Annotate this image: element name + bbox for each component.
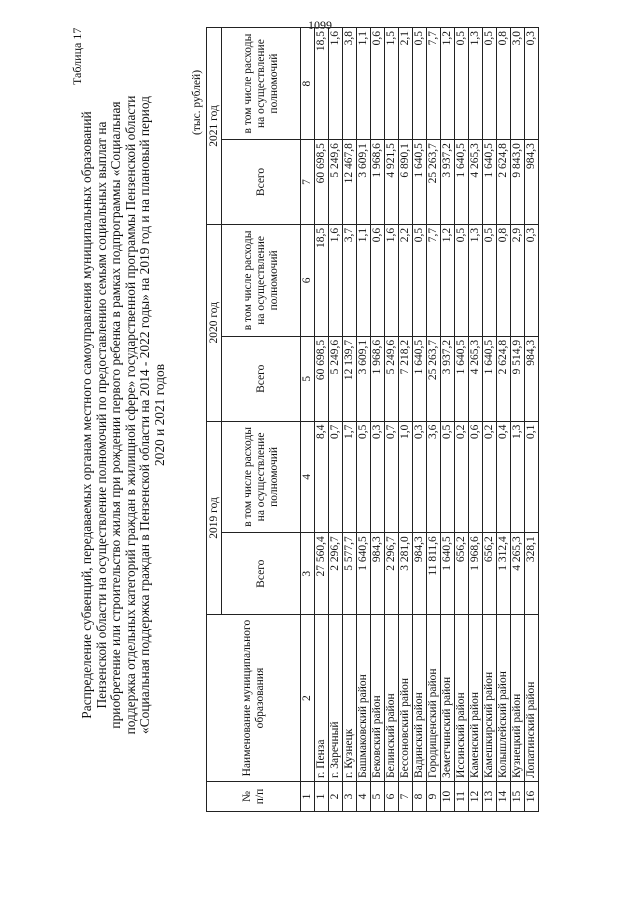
header-total: Всего [222,533,301,615]
value-cell: 1 640,5 [483,140,497,225]
value-cell: 984,3 [371,533,385,615]
value-cell: 4 265,3 [469,140,483,225]
municipality-name: г. Кузнецк [343,615,357,782]
municipality-name: Каменский район [469,615,483,782]
row-number: 4 [357,781,371,811]
table-row [483,28,497,812]
row-number: 6 [385,781,399,811]
value-cell: 8,4 [315,421,329,533]
municipality-name: г. Заречный [329,615,343,782]
table-row [525,28,539,812]
header-incl: в том числе расходы на осуществление полномочий [222,421,301,533]
municipality-name: Камешкирский район [483,615,497,782]
value-cell: 0,6 [371,28,385,140]
value-cell: 0,6 [469,421,483,533]
value-cell: 656,2 [455,533,469,615]
row-number: 2 [329,781,343,811]
municipality-name: Городищенский район [427,615,441,782]
header-year-2019: 2019 год [207,421,222,615]
value-cell: 60 698,5 [315,140,329,225]
value-cell: 0,5 [357,421,371,533]
title-line: поддержка отдельных категорий граждан в жилищной сфере» государственной программы Пензенской области [122,95,138,735]
value-cell: 1 640,5 [413,140,427,225]
col-number: 1 [301,781,315,811]
value-cell: 3 609,1 [357,336,371,421]
title-line: Пензенской области на осуществление полномочий по предоставлению семьям социальных выплат на [93,121,109,709]
value-cell: 2 624,8 [497,336,511,421]
value-cell: 984,3 [525,140,539,225]
value-cell: 11 811,6 [427,533,441,615]
value-cell: 1 640,5 [455,336,469,421]
title-line: приобретение или строительство жилья при рождении первого ребенка в рамках подпрограммы «Социальная [108,101,124,729]
row-number: 5 [371,781,385,811]
value-cell: 0,6 [371,224,385,336]
value-cell: 1,3 [469,28,483,140]
col-number: 7 [301,140,315,225]
value-cell: 3 281,0 [399,533,413,615]
value-cell: 1,1 [357,224,371,336]
col-number: 3 [301,533,315,615]
value-cell: 27 560,4 [315,533,329,615]
value-cell: 3 937,2 [441,336,455,421]
value-cell: 3,7 [343,224,357,336]
municipality-name: Кузнецкий район [511,615,525,782]
value-cell: 1,5 [385,28,399,140]
row-number: 8 [413,781,427,811]
value-cell: 5 249,6 [329,336,343,421]
value-cell: 2 624,8 [497,140,511,225]
value-cell: 4 921,5 [385,140,399,225]
header-year-2020: 2020 год [207,224,222,421]
value-cell: 12 467,8 [343,140,357,225]
value-cell: 1,6 [385,224,399,336]
value-cell: 1 640,5 [441,533,455,615]
value-cell: 0,3 [525,28,539,140]
value-cell: 0,4 [497,421,511,533]
municipality-name: Лопатинский район [525,615,539,782]
value-cell: 9 843,0 [511,140,525,225]
value-cell: 0,5 [455,28,469,140]
row-number: 15 [511,781,525,811]
value-cell: 2,9 [511,224,525,336]
value-cell: 3,0 [511,28,525,140]
table-row [385,28,399,812]
municipality-name: Бессоновский район [399,615,413,782]
value-cell: 25 263,7 [427,336,441,421]
value-cell: 3,8 [343,28,357,140]
title-line: «Социальная поддержка граждан в Пензенской области на 2014 - 2022 годы» на 2019 год и на плановый период [137,96,153,734]
header-num: № п/п [207,781,301,811]
table-title [80,45,168,785]
value-cell: 0,5 [441,421,455,533]
value-cell: 9 514,9 [511,336,525,421]
value-cell: 2,1 [399,28,413,140]
value-cell: 1 640,5 [455,140,469,225]
value-cell: 0,1 [525,421,539,533]
value-cell: 25 263,7 [427,140,441,225]
title-line: Распределение субвенций, передаваемых органам местного самоуправления муниципальных образований [79,111,94,719]
value-cell: 656,2 [483,533,497,615]
table-row [315,28,329,812]
value-cell: 0,8 [497,224,511,336]
value-cell: 3 609,1 [357,140,371,225]
row-number: 13 [483,781,497,811]
col-number: 2 [301,615,315,782]
row-number: 9 [427,781,441,811]
value-cell: 1 968,6 [371,140,385,225]
value-cell: 0,5 [483,28,497,140]
row-number: 3 [343,781,357,811]
value-cell: 0,2 [455,421,469,533]
value-cell: 2,2 [399,224,413,336]
value-cell: 12 139,7 [343,336,357,421]
municipality-name: Вадинский район [413,615,427,782]
units-note: (тыс. рублей) [191,69,203,135]
header-incl: в том числе расходы на осуществление полномочий [222,224,301,336]
municipality-name: Башмаковский район [357,615,371,782]
page-number: 1099 [308,18,332,32]
value-cell: 0,5 [413,28,427,140]
municipality-name: Земетчинский район [441,615,455,782]
row-number: 7 [399,781,413,811]
value-cell: 1,2 [441,224,455,336]
table-body [315,28,539,812]
municipality-name: Бековский район [371,615,385,782]
value-cell: 1,1 [357,28,371,140]
value-cell: 1,2 [441,28,455,140]
table-row [427,28,441,812]
value-cell: 1,3 [511,421,525,533]
header-total: Всего [222,140,301,225]
value-cell: 328,1 [525,533,539,615]
value-cell: 7,7 [427,28,441,140]
header-name: Наименование муниципального образования [207,615,301,782]
row-number: 10 [441,781,455,811]
value-cell: 984,3 [525,336,539,421]
row-number: 11 [455,781,469,811]
value-cell: 984,3 [413,533,427,615]
municipality-name: Иссинский район [455,615,469,782]
value-cell: 1 640,5 [357,533,371,615]
header-total: Всего [222,336,301,421]
value-cell: 3,6 [427,421,441,533]
value-cell: 1,3 [469,224,483,336]
value-cell: 1 312,4 [497,533,511,615]
subventions-table [206,27,539,812]
value-cell: 1,0 [399,421,413,533]
municipality-name: г. Пенза [315,615,329,782]
col-number: 5 [301,336,315,421]
table-row [399,28,413,812]
value-cell: 1,6 [329,224,343,336]
header-incl: в том числе расходы на осуществление полномочий [222,28,301,140]
row-number: 12 [469,781,483,811]
col-number: 8 [301,28,315,140]
value-cell: 0,3 [413,421,427,533]
table-row [343,28,357,812]
table-row [371,28,385,812]
table-row [441,28,455,812]
value-cell: 0,7 [329,421,343,533]
value-cell: 0,3 [525,224,539,336]
value-cell: 1,6 [329,28,343,140]
row-number: 14 [497,781,511,811]
value-cell: 60 698,5 [315,336,329,421]
value-cell: 5 577,7 [343,533,357,615]
value-cell: 18,5 [315,28,329,140]
value-cell: 2 296,7 [385,533,399,615]
row-number: 16 [525,781,539,811]
table-label: Таблица 17 [70,27,84,85]
value-cell: 0,5 [413,224,427,336]
title-line: 2020 и 2021 годов [151,363,167,467]
table-row [469,28,483,812]
table-row [357,28,371,812]
col-number: 4 [301,421,315,533]
value-cell: 4 265,3 [469,336,483,421]
value-cell: 7,7 [427,224,441,336]
municipality-name: Белинский район [385,615,399,782]
value-cell: 18,5 [315,224,329,336]
value-cell: 3 937,2 [441,140,455,225]
value-cell: 2 296,7 [329,533,343,615]
value-cell: 0,5 [483,224,497,336]
table-row [455,28,469,812]
value-cell: 5 249,6 [385,336,399,421]
value-cell: 5 249,6 [329,140,343,225]
value-cell: 1 640,5 [483,336,497,421]
value-cell: 6 890,1 [399,140,413,225]
value-cell: 4 265,3 [511,533,525,615]
table-row [413,28,427,812]
value-cell: 0,5 [455,224,469,336]
row-number: 1 [315,781,329,811]
value-cell: 0,8 [497,28,511,140]
col-number: 6 [301,224,315,336]
value-cell: 0,2 [483,421,497,533]
value-cell: 7 218,2 [399,336,413,421]
value-cell: 0,3 [371,421,385,533]
value-cell: 0,7 [385,421,399,533]
municipality-name: Колышлейский район [497,615,511,782]
table-row [511,28,525,812]
table-row [497,28,511,812]
value-cell: 1 640,5 [413,336,427,421]
value-cell: 1 968,6 [469,533,483,615]
value-cell: 1 968,6 [371,336,385,421]
value-cell: 1,7 [343,421,357,533]
header-year-2021: 2021 год [207,28,222,225]
table-row [329,28,343,812]
